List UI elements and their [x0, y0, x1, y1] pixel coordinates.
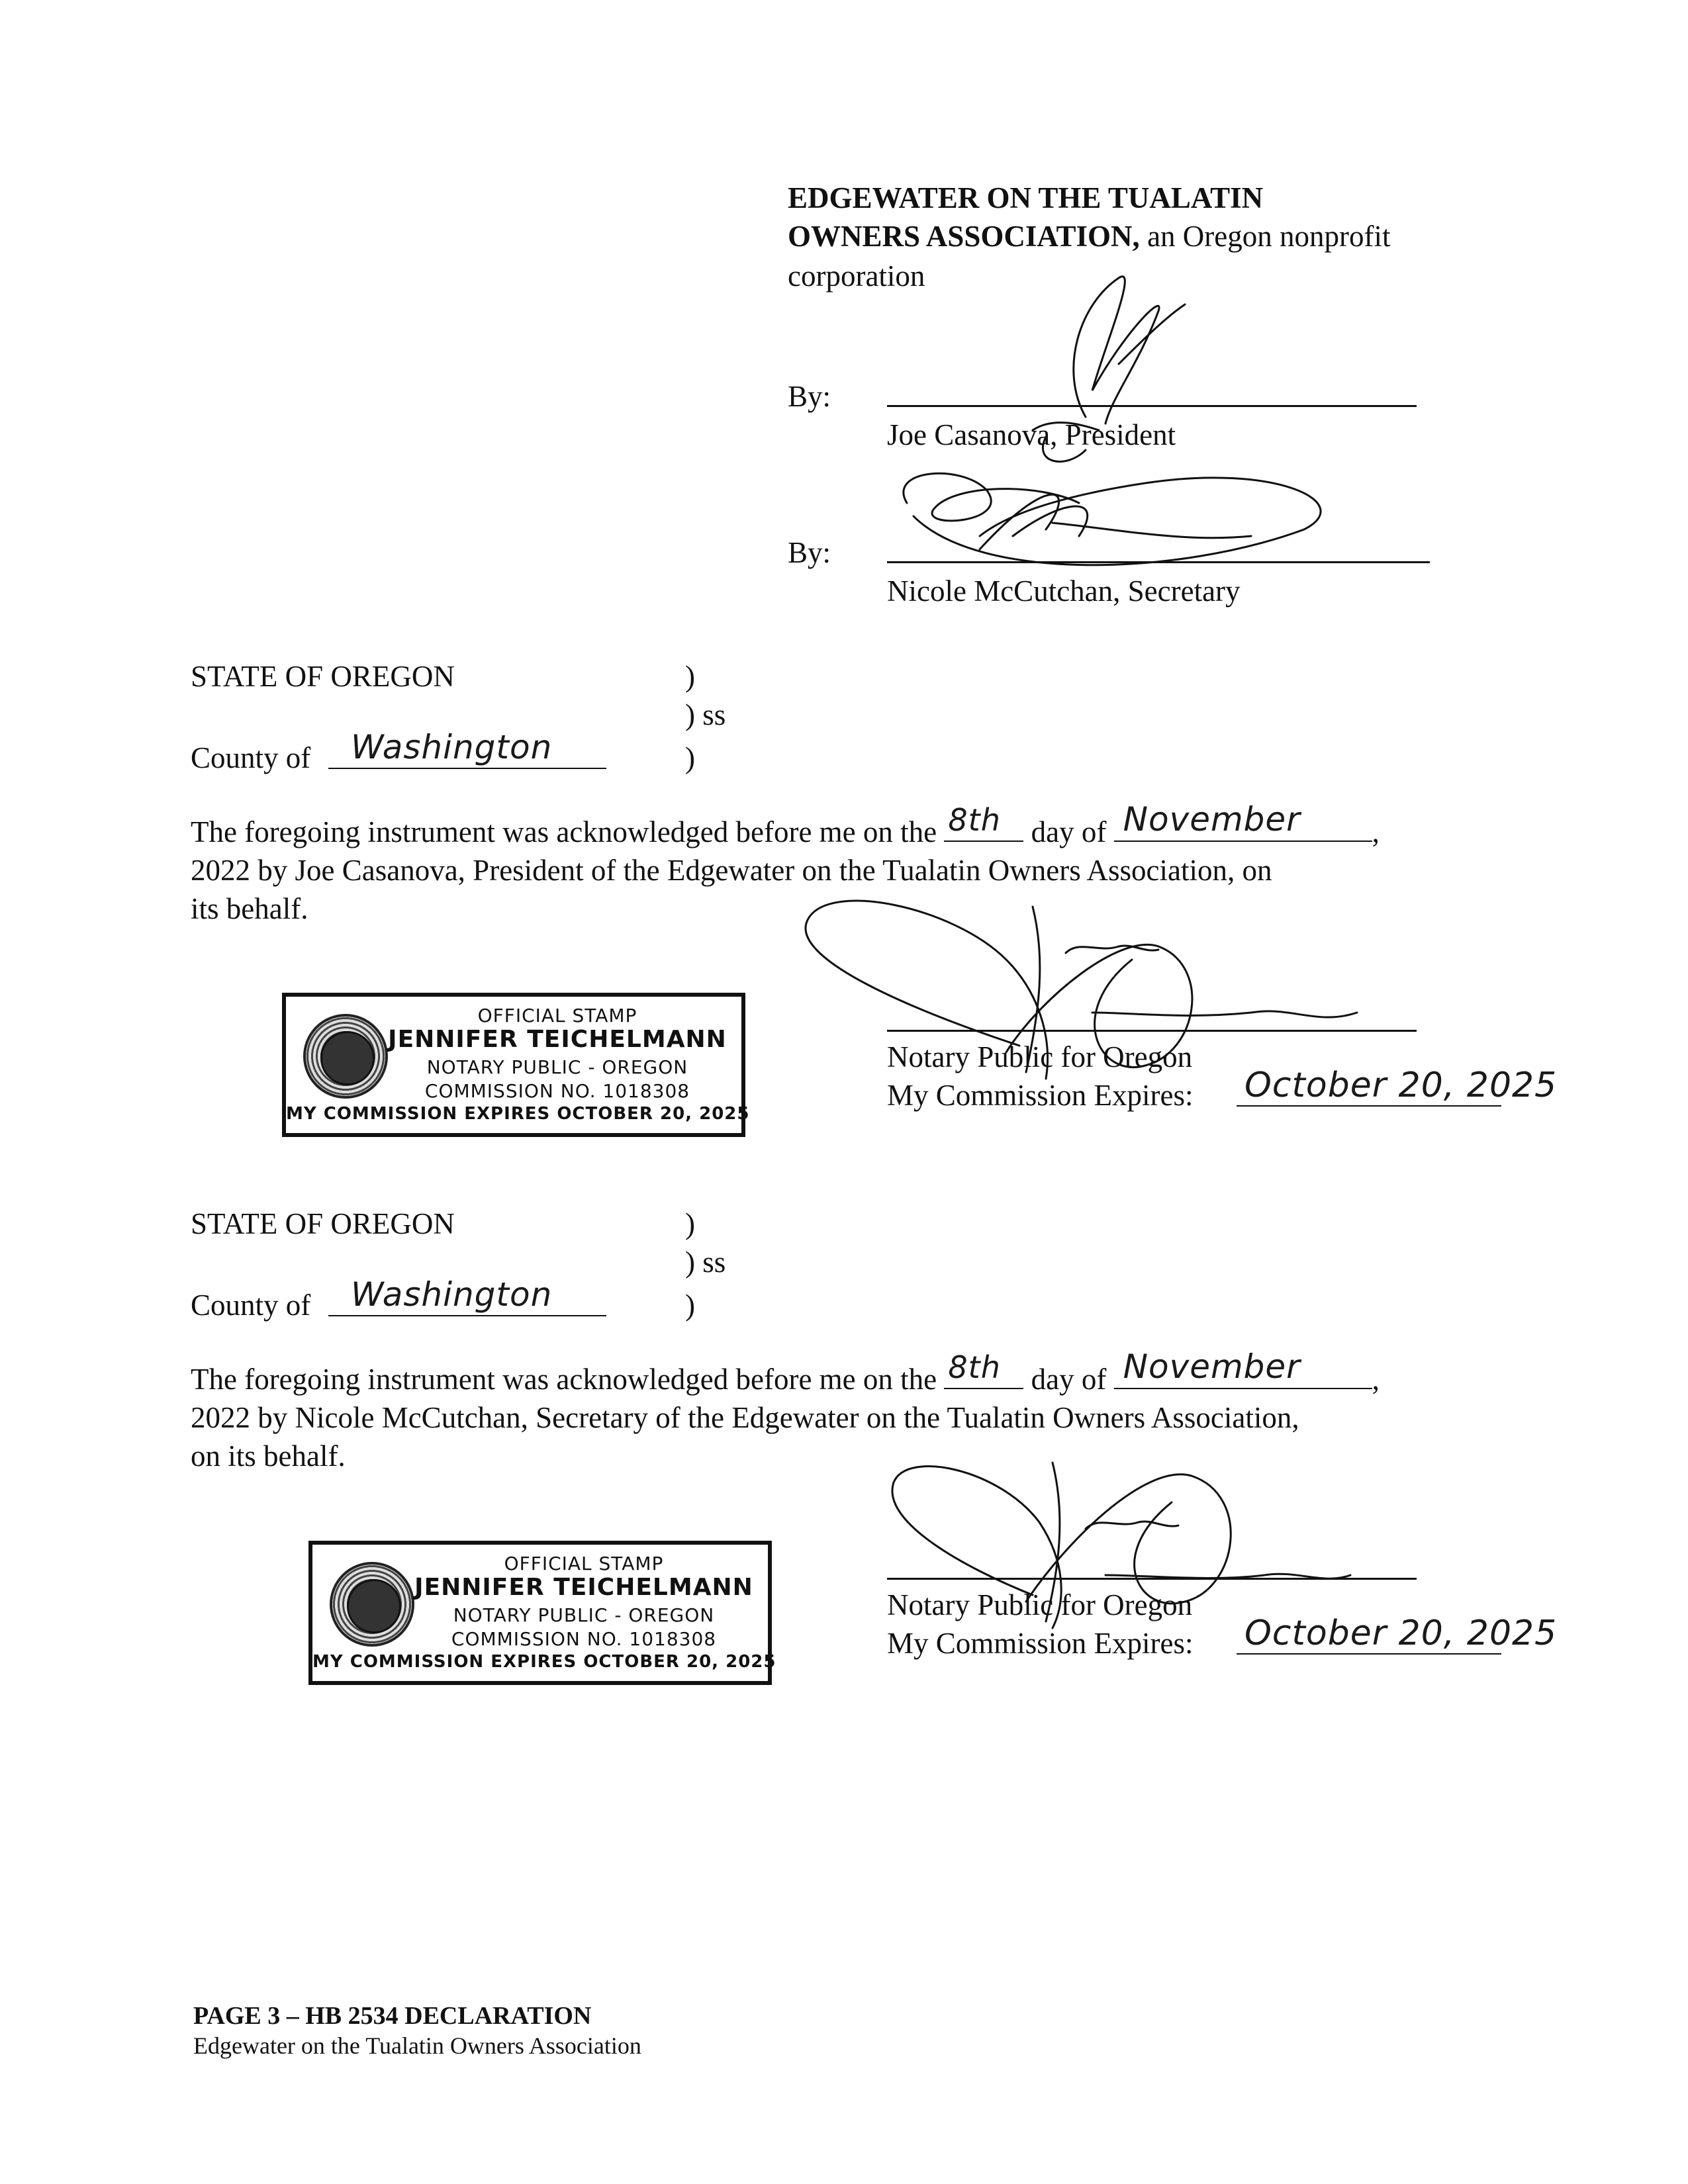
- signer-2-name: Nicole McCutchan, Secretary: [887, 574, 1241, 608]
- ack2-expires-handwritten: October 20, 2025: [1244, 1614, 1558, 1653]
- footer-org-name: Edgewater on the Tualatin Owners Association: [193, 2032, 641, 2059]
- ack1-paren-top: ): [685, 660, 695, 693]
- ack2-expires-line: [1237, 1653, 1501, 1655]
- ack2-day-handwritten: 8th: [948, 1349, 1001, 1385]
- notary-seal-icon: [303, 1014, 388, 1099]
- ack1-paren-bottom: ): [685, 741, 695, 774]
- stamp-official: OFFICIAL STAMP: [504, 1553, 664, 1574]
- ack1-ss: ) ss: [685, 698, 726, 731]
- ack1-month-handwritten: November: [1123, 800, 1301, 839]
- notary-stamp-2: [308, 1541, 776, 1685]
- ack2-paren-top: ): [685, 1207, 695, 1240]
- ack1-month-blank: [1114, 800, 1372, 842]
- notary-stamp-1: [282, 993, 750, 1137]
- stamp-notary-public: NOTARY PUBLIC - OREGON: [426, 1056, 688, 1078]
- signature-nicole-mccutchan: [880, 457, 1344, 582]
- ack2-notary-title: Notary Public for Oregon: [887, 1588, 1193, 1621]
- ack2-ss: ) ss: [685, 1246, 726, 1279]
- stamp-expires: MY COMMISSION EXPIRES OCTOBER 20, 2025: [312, 1652, 776, 1672]
- ack1-day-blank: [944, 802, 1023, 842]
- ack2-text-end: ,: [1372, 1363, 1380, 1396]
- ack2-month-handwritten: November: [1123, 1347, 1301, 1386]
- stamp-notary-name: JENNIFER TEICHELMANN: [388, 1026, 727, 1053]
- ack1-text-line2: 2022 by Joe Casanova, President of the Edgewater on the Tualatin Owners Association, on: [191, 854, 1272, 887]
- stamp-official: OFFICIAL STAMP: [477, 1005, 637, 1026]
- ack1-county-handwritten: Washington: [351, 728, 553, 766]
- stamp-commission-no: COMMISSION NO. 1018308: [424, 1080, 690, 1102]
- org-name-line2: [788, 218, 1390, 254]
- ack2-county-line: [328, 1315, 606, 1316]
- by-label-2: By:: [788, 536, 831, 569]
- ack2-paren-bottom: ): [685, 1289, 695, 1322]
- org-type: an Oregon nonprofit: [1139, 220, 1391, 253]
- ack1-expires-line: [1237, 1105, 1501, 1107]
- org-name-line3: corporation: [788, 259, 925, 293]
- ack2-expires-label: My Commission Expires:: [887, 1627, 1194, 1660]
- ack1-state: STATE OF OREGON: [191, 660, 455, 693]
- ack1-text-mid: day of: [1031, 815, 1107, 848]
- stamp-expires: MY COMMISSION EXPIRES OCTOBER 20, 2025: [286, 1104, 750, 1124]
- ack2-text-pre: The foregoing instrument was acknowledged before me on the: [191, 1363, 937, 1396]
- notary-seal-icon: [330, 1562, 414, 1647]
- ack1-text-pre: The foregoing instrument was acknowledged before me on the: [191, 815, 937, 848]
- ack1-day-handwritten: 8th: [948, 802, 1001, 838]
- ack1-text-end: ,: [1372, 815, 1380, 848]
- stamp-notary-public: NOTARY PUBLIC - OREGON: [453, 1604, 715, 1626]
- org-name-line1: EDGEWATER ON THE TUALATIN: [788, 181, 1264, 214]
- ack2-county-label: County of: [191, 1289, 311, 1322]
- org-name-bold: OWNERS ASSOCIATION,: [788, 220, 1140, 253]
- stamp-commission-no: COMMISSION NO. 1018308: [451, 1628, 717, 1650]
- ack1-county-line: [328, 768, 606, 769]
- stamp-notary-name: JENNIFER TEICHELMANN: [414, 1574, 753, 1601]
- ack2-month-blank: [1114, 1347, 1372, 1389]
- ack2-text-line2: 2022 by Nicole McCutchan, Secretary of the Edgewater on the Tualatin Owners Association,: [191, 1401, 1299, 1434]
- ack1-expires-handwritten: October 20, 2025: [1244, 1066, 1558, 1105]
- signer-1-name: Joe Casanova, President: [887, 418, 1176, 451]
- ack2-day-blank: [944, 1349, 1023, 1389]
- ack1-notary-title: Notary Public for Oregon: [887, 1040, 1193, 1073]
- ack2-text-line1: [191, 1347, 1380, 1397]
- ack1-text-line3: its behalf.: [191, 892, 308, 925]
- footer-page-label: PAGE 3 – HB 2534 DECLARATION: [193, 2002, 592, 2030]
- ack1-expires-label: My Commission Expires:: [887, 1079, 1194, 1112]
- ack1-county-label: County of: [191, 741, 311, 774]
- ack2-text-mid: day of: [1031, 1363, 1107, 1396]
- ack2-county-handwritten: Washington: [351, 1275, 553, 1314]
- by-label-1: By:: [788, 380, 831, 413]
- ack2-text-line3: on its behalf.: [191, 1439, 346, 1473]
- ack2-state: STATE OF OREGON: [191, 1207, 455, 1240]
- ack1-text-line1: [191, 800, 1380, 850]
